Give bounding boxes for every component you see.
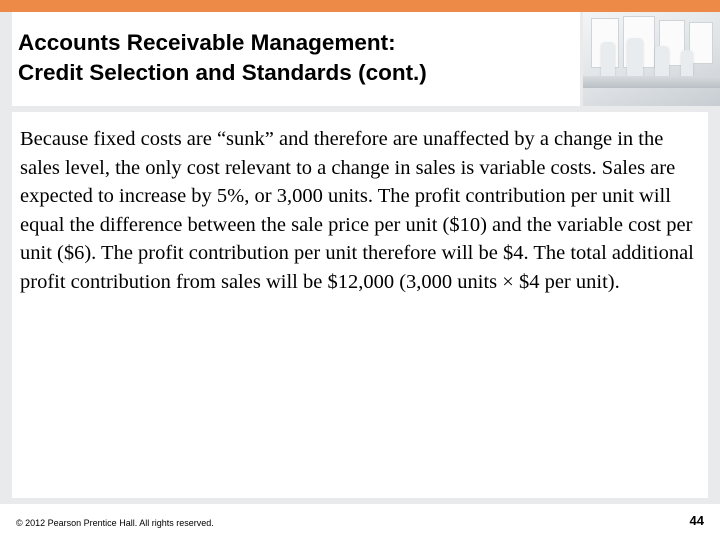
slide-title-line-1: Accounts Receivable Management:: [18, 30, 396, 55]
conference-room-image: [583, 12, 720, 106]
accent-top-bar: [0, 0, 720, 12]
page-number: 44: [689, 513, 704, 528]
body-paragraph: Because fixed costs are “sunk” and therefore are unaffected by a change in the sales level, the only cost relevant to a change in sales is variable costs. Sales are expected to increase by 5%, or 3,000 units. The profit contribution per unit will equal the difference between the sale price per unit ($10) and the variable cost per unit ($6). The profit contribution per unit therefore will be $4. The total additional profit contribution from sales will be $12,000 (3,000 units × $4 per unit).: [20, 128, 694, 293]
slide-title: [18, 28, 558, 88]
copyright-notice: © 2012 Pearson Prentice Hall. All rights reserved.: [16, 518, 214, 528]
slide-title-line-2: Credit Selection and Standards (cont.): [18, 60, 427, 85]
